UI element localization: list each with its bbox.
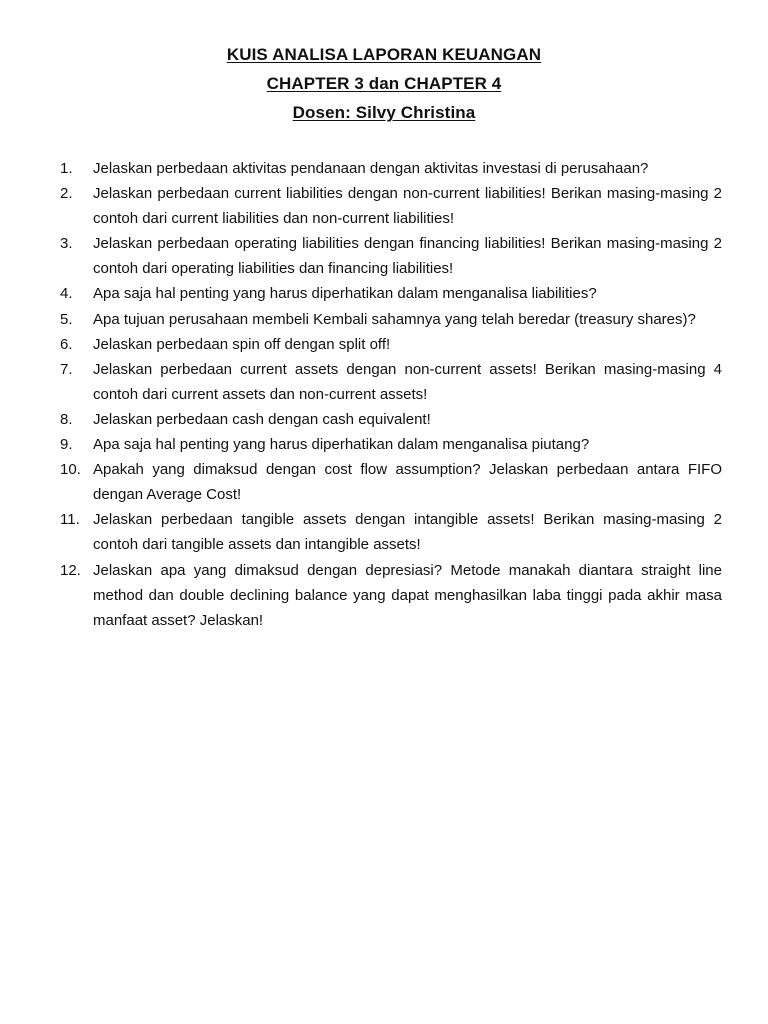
lecturer-name: Dosen: Silvy Christina	[292, 103, 476, 122]
question-item	[60, 507, 722, 557]
question-item	[60, 231, 722, 281]
question-text: Jelaskan perbedaan cash dengan cash equivalent!	[93, 410, 431, 428]
question-item	[60, 558, 722, 633]
question-text: Apa saja hal penting yang harus diperhatikan dalam menganalisa piutang?	[93, 436, 590, 454]
chapter-subtitle: CHAPTER 3 dan CHAPTER 4	[266, 74, 502, 93]
question-text: Jelaskan apa yang dimaksud dengan depresiasi? Metode manakah diantara straight line method dan double declining balance yang dapat menghasilkan laba tinggi pada akhir masa manfaat asset? Jelaskan!	[93, 561, 722, 629]
question-number: 7.	[60, 360, 73, 378]
question-number: 11.	[60, 511, 80, 529]
question-text: Jelaskan perbedaan aktivitas pendanaan dengan aktivitas investasi di perusahaan?	[93, 160, 649, 177]
question-list	[60, 156, 722, 633]
question-item	[60, 432, 722, 457]
question-text: Jelaskan perbedaan tangible assets dengan intangible assets! Berikan masing-masing 2 contoh dari tangible assets dan intangible assets!	[93, 511, 722, 554]
question-item	[60, 457, 722, 507]
question-number: 1.	[60, 160, 73, 177]
question-number: 10.	[60, 461, 81, 479]
question-number: 6.	[60, 335, 73, 353]
question-number: 2.	[60, 185, 73, 203]
question-number: 8.	[60, 410, 73, 428]
question-item	[60, 156, 722, 181]
question-text: Jelaskan perbedaan operating liabilities dengan financing liabilities! Berikan masing-masing 2 contoh dari operating liabilities dan financing liabilities!	[93, 235, 722, 278]
question-item	[60, 332, 722, 357]
question-text: Jelaskan perbedaan current assets dengan non-current assets! Berikan masing-masing 4 contoh dari current assets dan non-current assets!	[93, 360, 722, 403]
question-text: Apakah yang dimaksud dengan cost flow assumption? Jelaskan perbedaan antara FIFO dengan Average Cost!	[93, 461, 722, 504]
question-text: Apa tujuan perusahaan membeli Kembali sahamnya yang telah beredar (treasury shares)?	[93, 310, 696, 328]
question-item	[60, 357, 722, 407]
question-number: 12.	[60, 561, 81, 579]
question-text: Jelaskan perbedaan spin off dengan split off!	[93, 335, 391, 353]
question-item	[60, 407, 722, 432]
question-number: 5.	[60, 310, 73, 328]
document-header	[0, 40, 768, 127]
question-item	[60, 281, 722, 306]
question-item	[60, 181, 722, 231]
document-title: KUIS ANALISA LAPORAN KEUANGAN	[226, 45, 542, 64]
question-text: Jelaskan perbedaan current liabilities dengan non-current liabilities! Berikan masing-masing 2 contoh dari current liabilities dan non-current liabilities!	[93, 185, 722, 228]
question-item	[60, 307, 722, 332]
question-number: 9.	[60, 436, 73, 454]
question-text: Apa saja hal penting yang harus diperhatikan dalam menganalisa liabilities?	[93, 285, 597, 303]
question-number: 4.	[60, 285, 73, 303]
question-number: 3.	[60, 235, 73, 253]
